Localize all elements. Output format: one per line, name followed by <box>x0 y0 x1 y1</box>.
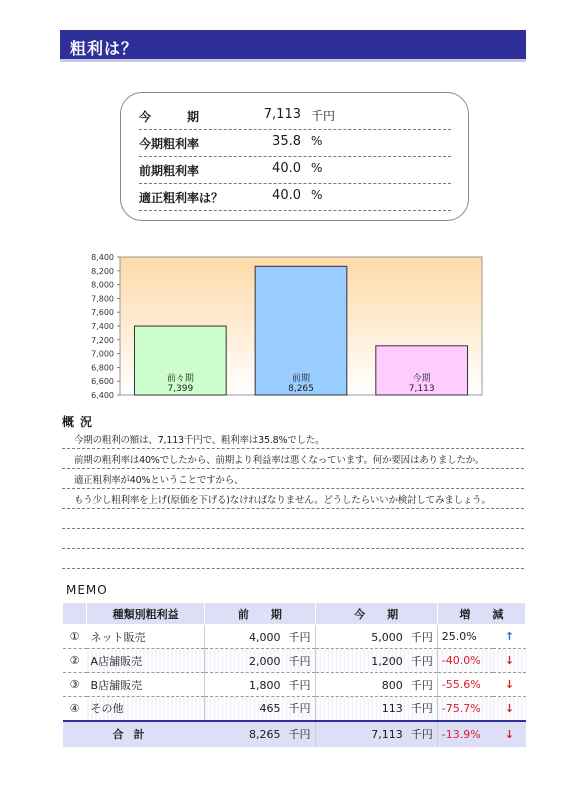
row-rate: -55.6% <box>441 678 481 691</box>
row-prev-unit: 千円 <box>288 678 311 692</box>
row-cur <box>315 697 437 721</box>
category-label: 前期 <box>291 374 311 384</box>
row-name: A店舗販売 <box>87 649 205 673</box>
row-prev-value: 1,800 <box>249 678 281 692</box>
summary-value: 7,113 <box>263 107 301 122</box>
row-prev-unit: 千円 <box>288 702 311 716</box>
row-prev-unit: 千円 <box>288 654 311 668</box>
summary-value: 40.0 <box>272 188 301 203</box>
total-prev-unit: 千円 <box>288 728 311 741</box>
y-tick-label: 6,600 <box>91 377 114 387</box>
y-tick-label: 8,000 <box>91 280 114 290</box>
title-bar <box>60 30 526 62</box>
overview-line <box>62 490 524 509</box>
total-cur-value: 7,113 <box>371 728 403 741</box>
total-row <box>63 721 526 747</box>
y-tick-label: 6,400 <box>91 391 114 400</box>
row-prev <box>205 625 315 649</box>
y-tick-label: 7,200 <box>91 335 114 345</box>
row-number: ④ <box>69 701 80 715</box>
row-cur-unit: 千円 <box>410 678 433 692</box>
row-cur-unit: 千円 <box>410 630 433 644</box>
overview-title: 概況 <box>62 415 99 429</box>
summary-label: 今 期 <box>139 110 204 124</box>
table-row <box>63 673 526 697</box>
overview-text: もう少し粗利率を上げ(原価を下げる)なければなりません。どうしたらいいか検討してみましょう。 <box>74 495 491 506</box>
row-cur-value: 1,200 <box>371 654 403 668</box>
row-cur-value: 5,000 <box>371 630 403 644</box>
summary-row-current-rate <box>139 129 451 157</box>
overview-text: 適正粗利率が40%ということですから、 <box>74 475 244 486</box>
row-cur <box>315 625 437 649</box>
row-prev-value: 465 <box>259 702 281 716</box>
y-tick-label: 7,400 <box>91 322 114 331</box>
row-cur <box>315 673 437 697</box>
total-label: 合計 <box>63 721 205 747</box>
y-tick-label: 8,400 <box>91 253 114 262</box>
overview-text: 今期の粗利の額は、7,113千円で、粗利率は35.8%でした。 <box>74 435 325 446</box>
overview-text: 前期の粗利率は40%でしたから、前期より利益率は悪くなっています。何か要因はありましたか。 <box>74 455 485 466</box>
header-cur: 今 期 <box>315 603 437 625</box>
y-tick-label: 7,800 <box>91 294 114 304</box>
summary-value: 35.8 <box>272 134 301 149</box>
row-name: B店舗販売 <box>87 673 205 697</box>
row-prev-value: 4,000 <box>249 630 281 644</box>
summary-label: 前期粗利率 <box>139 164 200 178</box>
summary-row-prev-rate <box>139 156 451 184</box>
summary-unit: % <box>311 161 323 175</box>
total-prev <box>205 721 315 747</box>
row-name: ネット販売 <box>87 625 205 649</box>
header-category: 種類別粗利益 <box>87 603 205 625</box>
row-number: ① <box>69 630 80 643</box>
overview-line <box>62 510 524 529</box>
row-number: ③ <box>69 678 80 691</box>
arrow-down-icon: ↓ <box>504 678 515 691</box>
summary-unit: % <box>311 134 323 148</box>
data-label: 8,265 <box>288 384 314 394</box>
y-axis-ticks <box>91 253 120 400</box>
page-title: 粗利は？ <box>70 39 139 58</box>
overview-line <box>62 450 524 469</box>
summary-box <box>120 92 469 221</box>
header-num <box>63 603 87 625</box>
summary-row-target-rate <box>139 183 451 211</box>
summary-row-current <box>139 102 451 130</box>
row-prev <box>205 697 315 721</box>
row-name: その他 <box>87 697 205 721</box>
memo-table <box>62 602 526 747</box>
summary-value: 40.0 <box>272 161 301 176</box>
overview-line <box>62 550 524 569</box>
gross-profit-bar-chart <box>72 252 492 402</box>
overview-line <box>62 430 524 449</box>
total-cur-unit: 千円 <box>410 728 433 741</box>
summary-unit: % <box>311 188 323 202</box>
table-row <box>63 697 526 721</box>
row-prev <box>205 673 315 697</box>
row-prev-value: 2,000 <box>249 654 281 668</box>
data-label: 7,399 <box>167 384 194 394</box>
row-number: ② <box>69 654 80 667</box>
total-rate: -13.9% <box>437 721 493 747</box>
overview-line <box>62 470 524 489</box>
arrow-up-icon: ↑ <box>504 630 515 643</box>
row-rate: -40.0% <box>437 649 493 673</box>
row-cur-unit: 千円 <box>410 702 433 716</box>
y-tick-label: 7,600 <box>91 308 114 318</box>
overview-line <box>62 530 524 549</box>
arrow-down-icon: ↓ <box>493 721 525 747</box>
table-row <box>63 625 526 649</box>
row-cur-value: 113 <box>381 702 403 716</box>
arrow-down-icon: ↓ <box>493 649 525 673</box>
table-header-row <box>63 603 526 625</box>
y-tick-label: 7,000 <box>91 349 114 359</box>
data-label: 7,113 <box>408 384 435 394</box>
row-cur-unit: 千円 <box>410 654 433 668</box>
y-tick-label: 6,800 <box>91 363 114 373</box>
y-tick-label: 8,200 <box>91 266 114 276</box>
summary-label: 今期粗利率 <box>139 137 200 151</box>
category-label: 前々期 <box>166 374 194 384</box>
row-cur <box>315 649 437 673</box>
total-prev-value: 8,265 <box>249 728 281 741</box>
category-label: 今期 <box>412 374 431 384</box>
memo-title: MEMO <box>66 583 108 597</box>
arrow-down-icon: ↓ <box>493 697 525 721</box>
total-cur <box>315 721 437 747</box>
row-prev <box>205 649 315 673</box>
summary-unit: 千円 <box>311 109 336 123</box>
summary-label: 適正粗利率は？ <box>139 191 224 205</box>
header-change: 増 減 <box>437 603 525 625</box>
row-rate: -75.7% <box>437 697 493 721</box>
table-row <box>63 649 526 673</box>
row-prev-unit: 千円 <box>288 630 311 644</box>
row-cur-value: 800 <box>381 678 403 692</box>
row-rate: 25.0% <box>441 630 477 643</box>
header-prev: 前 期 <box>205 603 315 625</box>
